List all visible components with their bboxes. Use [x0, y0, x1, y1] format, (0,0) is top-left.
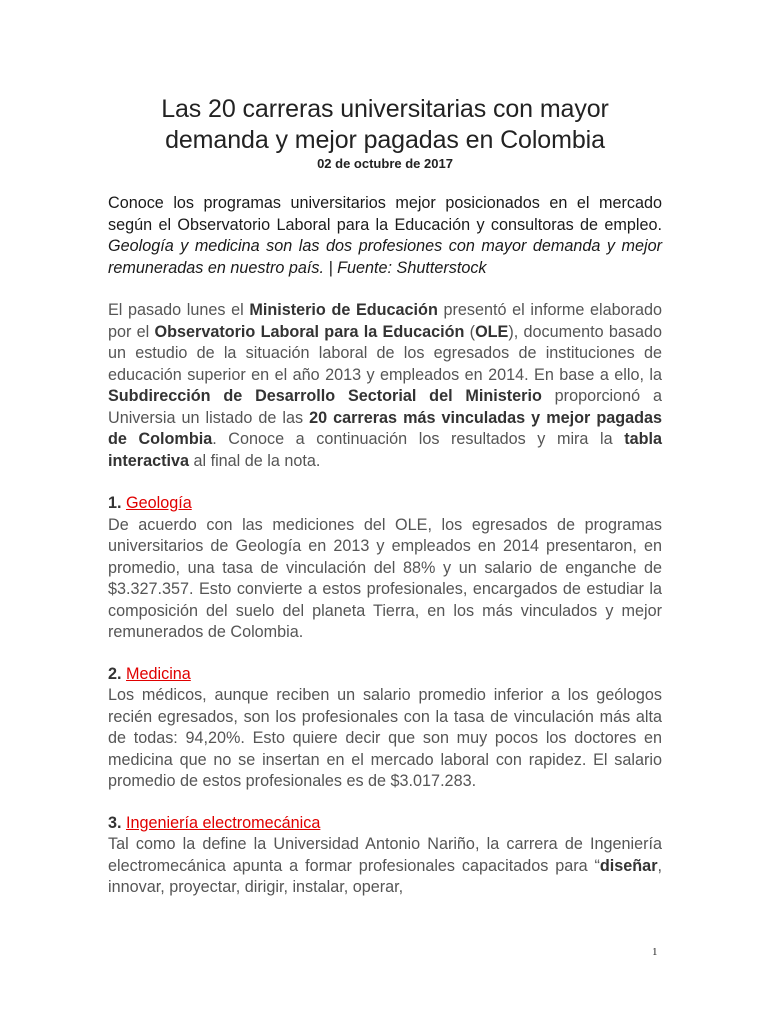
page-number: 1 — [652, 946, 658, 958]
section-text: Los médicos, aunque reciben un salario promedio inferior a los geólogos recién egresados, son los profesionales con la tasa de vinculación más alta de todas: 94,20%. Esto quiere decir que son muy pocos los doctores en medicina que no se insertan en el mercado laboral con rapidez. El salario promedio de estos profesionales es de $3.017.283. — [108, 686, 662, 790]
intro-paragraph — [108, 193, 662, 279]
section-geologia — [108, 493, 662, 644]
bold-subdireccion: Subdirección de Desarrollo Sectorial del Ministerio — [108, 387, 542, 405]
intro-text: Conoce los programas universitarios mejor posicionados en el mercado según el Observatorio Laboral para la Educación y consultoras de empleo. — [108, 194, 662, 234]
article-date: 02 de octubre de 2017 — [317, 156, 453, 171]
article-title — [108, 94, 662, 156]
bold-observatorio: Observatorio Laboral para la Educación — [154, 322, 465, 341]
body-text: , innovar, proyectar, dirigir, instalar, operar, — [108, 856, 662, 896]
body-paragraph — [108, 300, 662, 472]
body-text: . Conoce a continuación los resultados y mira la — [212, 430, 625, 448]
link-medicina[interactable]: Medicina — [126, 664, 191, 683]
bold-disenar: diseñar — [599, 856, 658, 875]
section-heading — [108, 493, 662, 515]
link-geologia[interactable]: Geología — [126, 494, 192, 512]
title-line-2: demanda y mejor pagadas en Colombia — [165, 126, 605, 154]
intro-caption: Geología y medicina son las dos profesiones con mayor demanda y mejor remuneradas en nuestro país. | Fuente: Shutterstock — [108, 237, 662, 277]
bold-tabla-interactiva: tabla interactiva — [108, 430, 662, 470]
section-heading — [108, 813, 662, 835]
section-number: 3. — [108, 813, 122, 832]
body-text: ( — [464, 322, 476, 341]
title-line-1: Las 20 carreras universitarias con mayor — [161, 95, 609, 123]
bold-20-carreras: 20 carreras más vinculadas y mejor pagadas de Colombia — [108, 408, 662, 448]
section-heading — [108, 664, 662, 686]
body-text: El pasado lunes el — [108, 301, 250, 319]
section-ingenieria-electromecanica — [108, 813, 662, 899]
section-text: De acuerdo con las mediciones del OLE, los egresados de programas universitarios de Geología en 2013 y empleados en 2014 presentaron, en promedio, una tasa de vinculación del 88% y un salario de enganche de $3.327.357. Esto convierte a estos profesionales, encargados de estudiar la composición del suelo del planeta Tierra, en los más vinculados y mejor remunerados de Colombia. — [108, 515, 662, 641]
body-text: al final de la nota. — [188, 451, 321, 470]
section-text — [108, 834, 662, 899]
link-ingenieria-electromecanica[interactable]: Ingeniería electromecánica — [126, 813, 321, 832]
document-page — [108, 94, 662, 919]
section-number: 2. — [108, 664, 122, 683]
body-text: Tal como la define la Universidad Antonio Nariño, la carrera de Ingeniería electromecánica apunta a formar profesionales capacitados para “ — [108, 835, 662, 875]
section-medicina — [108, 664, 662, 793]
section-number: 1. — [108, 494, 122, 512]
bold-ministerio: Ministerio de Educación — [249, 301, 438, 319]
bold-ole: OLE — [475, 322, 509, 341]
body-text: presentó el informe elaborado por el — [108, 301, 662, 341]
body-text: ), documento basado un estudio de la situación laboral de los egresados de instituciones de educación superior en el año 2013 y empleados en 2014. En base a ello, la — [108, 322, 662, 384]
body-text: proporcionó a Universia un listado de las — [108, 387, 662, 427]
